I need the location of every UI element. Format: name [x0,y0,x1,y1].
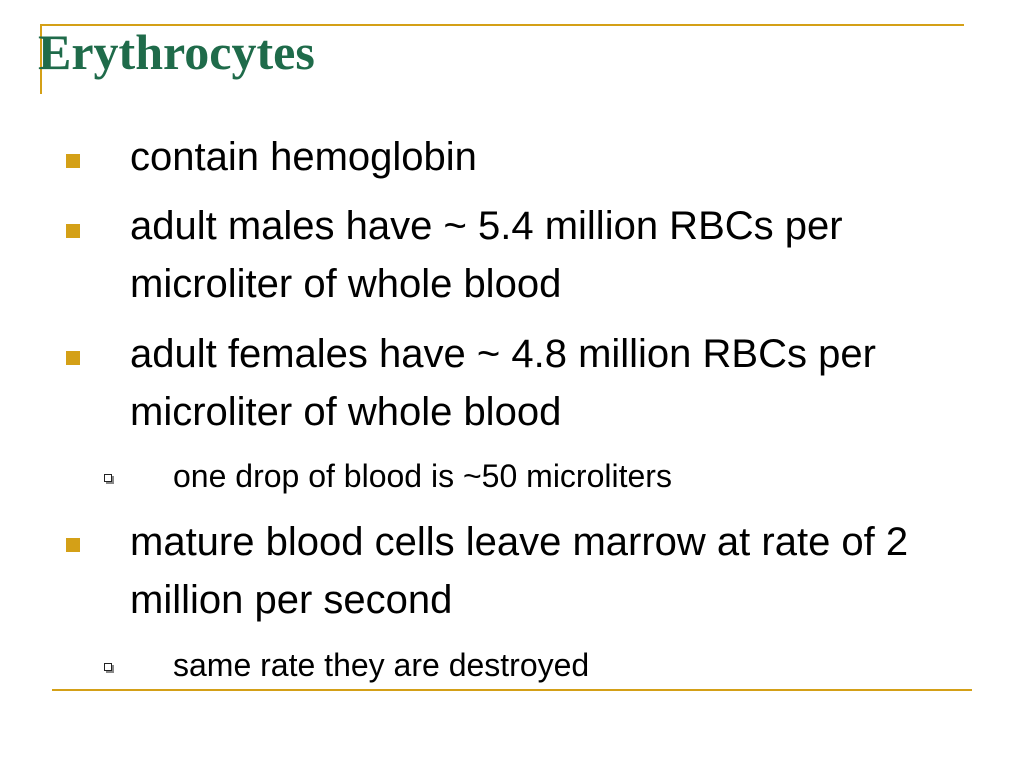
sub-bullet-item: same rate they are destroyed [173,647,590,683]
square-bullet-icon [66,538,80,552]
square-bullet-icon [66,154,80,168]
square-bullet-icon [66,351,80,365]
bullet-item: adult females have ~ 4.8 million RBCs per microliter of whole blood [130,332,876,434]
sub-bullet-item: one drop of blood is ~50 microliters [173,458,672,494]
bullet-item: adult males have ~ 5.4 million RBCs per microliter of whole blood [130,204,843,306]
bullet-item: mature blood cells leave marrow at rate of 2 million per second [130,520,909,622]
slide-title: Erythrocytes [38,24,315,80]
bottom-rule [52,689,972,691]
hollow-square-bullet-icon [104,474,112,482]
hollow-square-bullet-icon [104,663,112,671]
bullet-item: contain hemoglobin [130,135,477,179]
square-bullet-icon [66,224,80,238]
